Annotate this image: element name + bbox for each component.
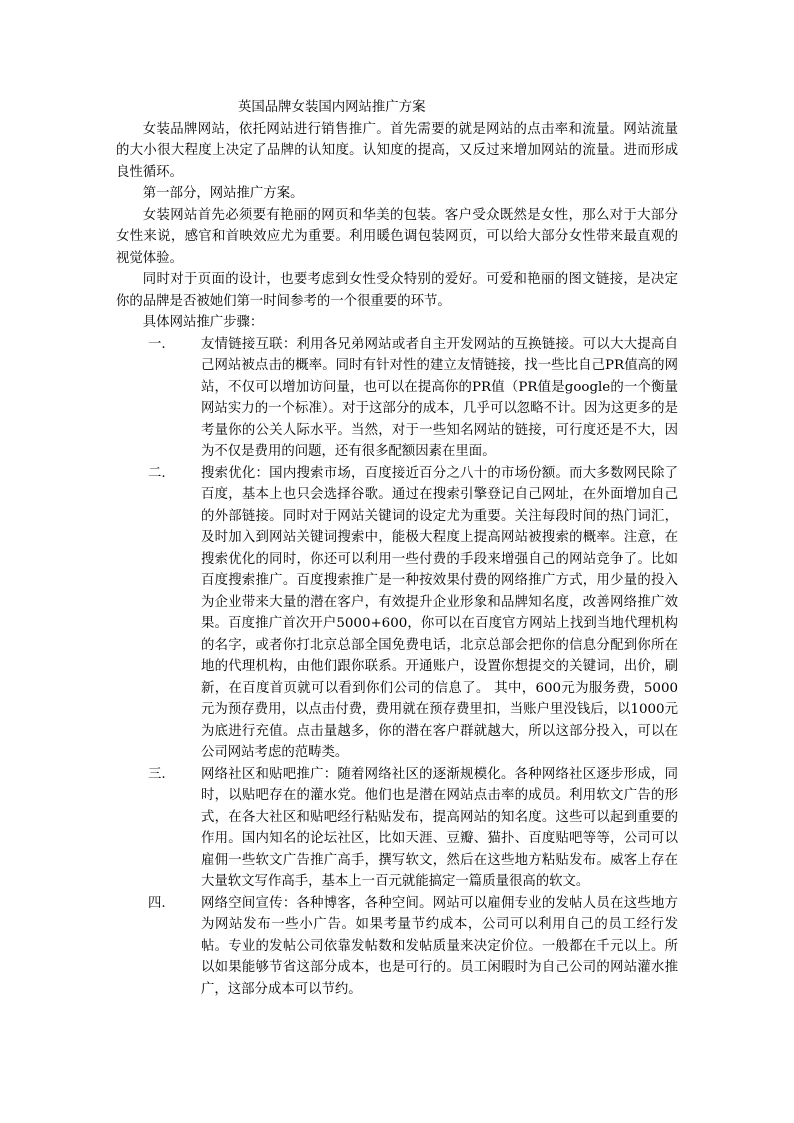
step-item — [116, 764, 678, 893]
step-item — [116, 334, 678, 463]
design-paragraph: 女装网站首先必须要有艳丽的网页和华美的包装。客户受众既然是女性，那么对于大部分女性来说，感官和首映效应尤为重要。利用暖色调包装网页，可以给大部分女性带来最直观的视觉体验。 — [116, 207, 678, 266]
steps-list — [116, 334, 678, 1001]
page-design-paragraph: 同时对于页面的设计，也要考虑到女性受众特别的爱好。可爱和艳丽的图文链接，是决定你的品牌是否被她们第一时间参考的一个很重要的环节。 — [116, 272, 678, 309]
step-number: 一. — [148, 336, 166, 352]
document-title: 英国品牌女装国内网站推广方案 — [238, 100, 426, 115]
step-item — [116, 893, 678, 1001]
step-text: 搜索优化：国内搜索市场，百度接近百分之八十的市场份额。而大多数网民除了百度，基本上也只会选择谷歌。通过在搜索引擎登记自己网址，在外面增加自己的外部链接。同时对于网站关键词的设定尤为重要。关注每段时间的热门词汇，及时加入到网站关键词搜索中，能极大程度上提高网站被搜索的概率。注意，在搜索优化的同时，你还可以利用一些付费的手段来增强自己的网站竞争了。比如百度搜索推广。百度搜索推广是一种按效果付费的网络推广方式，用少量的投入为企业带来大量的潜在客户，有效提升企业形象和品牌知名度，改善网络推广效果。百度推广首次开户5000+600，你可以在百度官方网站上找到当地代理机构的名字，或者你打北京总部全国免费电话，北京总部会把你的信息分配到你所在地的代理机构，由他们跟你联系。开通账户，设置你想提交的关键词，出价，刷新，在百度首页就可以看到你们公司的信息了。 其中，600元为服务费，5000元为预存费用，以点击付费，费用就在预存费里扣，当账户里没钱后，以1000元为底进行充值。点击量越多，你的潜在客户群就越大，所以这部分投入，可以在公司网站考虑的范畴类。 — [201, 465, 678, 760]
step-number: 三. — [148, 766, 166, 782]
step-item — [116, 463, 678, 764]
step-number: 四. — [148, 895, 166, 911]
intro-paragraph: 女装品牌网站，依托网站进行销售推广。首先需要的就是网站的点击率和流量。网站流量的大小很大程度上决定了品牌的认知度。认知度的提高，又反过来增加网站的流量。进而形成良性循环。 — [116, 121, 678, 180]
section-heading: 第一部分，网站推广方案。 — [142, 186, 304, 201]
steps-heading: 具体网站推广步骤： — [142, 315, 264, 330]
step-text: 网络社区和贴吧推广：随着网络社区的逐渐规模化。各种网络社区逐步形成，同时，以贴吧存在的灌水党。他们也是潜在网站点击率的成员。利用软文广告的形式，在各大社区和贴吧经行粘贴发布，提高网站的知名度。这些可以起到重要的作用。国内知名的论坛社区，比如天涯、豆瓣、猫扑、百度贴吧等等，公司可以雇佣一些软文广告推广高手，撰写软文，然后在这些地方粘贴发布。威客上存在大量软文写作高手，基本上一百元就能搞定一篇质量很高的软文。 — [201, 766, 678, 889]
step-text: 网络空间宣传：各种博客，各种空间。网站可以雇佣专业的发帖人员在这些地方为网站发布一些小广告。如果考量节约成本，公司可以利用自己的员工经行发帖。专业的发帖公司依靠发帖数和发帖质量来决定价位。一般都在千元以上。所以如果能够节省这部分成本，也是可行的。员工闲暇时为自己公司的网站灌水推广，这部分成本可以节约。 — [201, 895, 678, 997]
step-text: 友情链接互联：利用各兄弟网站或者自主开发网站的互换链接。可以大大提高自己网站被点击的概率。同时有针对性的建立友情链接，找一些比自己PR值高的网站，不仅可以增加访问量，也可以在提高你的PR值（PR值是google的一个衡量网站实力的一个标准）。对于这部分的成本，几乎可以忽略不计。因为这更多的是考量你的公关人际水平。当然，对于一些知名网站的链接，可行度还是不大，因为不仅是费用的问题，还有很多配额因素在里面。 — [201, 336, 678, 459]
document-page — [116, 97, 678, 1000]
step-number: 二. — [148, 465, 166, 481]
